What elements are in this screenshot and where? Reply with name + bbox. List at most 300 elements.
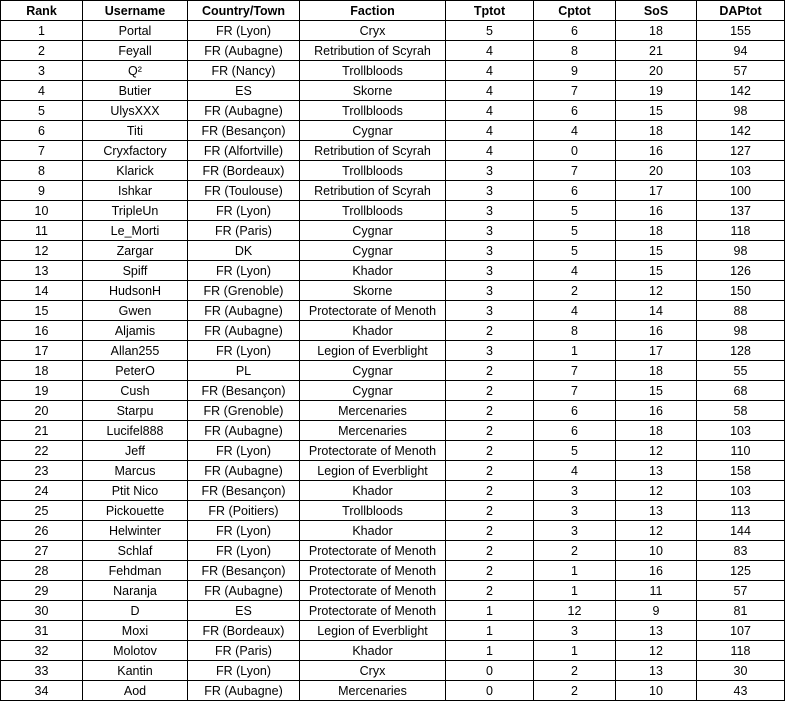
cell-country-town: FR (Grenoble) — [188, 401, 300, 421]
cell-faction: Trollbloods — [300, 201, 446, 221]
cell-username: Marcus — [83, 461, 188, 481]
cell-faction: Cygnar — [300, 241, 446, 261]
column-header-cptot: Cptot — [534, 1, 616, 21]
cell-country-town: FR (Toulouse) — [188, 181, 300, 201]
cell-country-town: FR (Paris) — [188, 641, 300, 661]
table-row — [1, 441, 785, 461]
cell-faction: Khador — [300, 261, 446, 281]
cell-daptot: 58 — [697, 401, 785, 421]
table-row — [1, 481, 785, 501]
cell-daptot: 125 — [697, 561, 785, 581]
cell-daptot: 98 — [697, 241, 785, 261]
cell-cptot: 7 — [534, 381, 616, 401]
cell-daptot: 83 — [697, 541, 785, 561]
cell-daptot: 144 — [697, 521, 785, 541]
table-row — [1, 301, 785, 321]
table-row — [1, 401, 785, 421]
cell-sos: 18 — [616, 21, 697, 41]
column-header-daptot: DAPtot — [697, 1, 785, 21]
cell-daptot: 98 — [697, 321, 785, 341]
cell-cptot: 6 — [534, 421, 616, 441]
column-header-username: Username — [83, 1, 188, 21]
table-row — [1, 21, 785, 41]
cell-faction: Khador — [300, 641, 446, 661]
cell-country-town: FR (Bordeaux) — [188, 161, 300, 181]
cell-cptot: 5 — [534, 441, 616, 461]
cell-faction: Retribution of Scyrah — [300, 141, 446, 161]
cell-sos: 19 — [616, 81, 697, 101]
cell-cptot: 0 — [534, 141, 616, 161]
cell-rank: 8 — [1, 161, 83, 181]
cell-daptot: 155 — [697, 21, 785, 41]
cell-cptot: 1 — [534, 341, 616, 361]
cell-country-town: FR (Lyon) — [188, 441, 300, 461]
table-row — [1, 501, 785, 521]
cell-tptot: 3 — [446, 341, 534, 361]
cell-sos: 12 — [616, 441, 697, 461]
cell-tptot: 2 — [446, 541, 534, 561]
cell-username: Starpu — [83, 401, 188, 421]
cell-country-town: FR (Aubagne) — [188, 421, 300, 441]
cell-daptot: 94 — [697, 41, 785, 61]
cell-sos: 14 — [616, 301, 697, 321]
cell-sos: 20 — [616, 61, 697, 81]
cell-sos: 13 — [616, 621, 697, 641]
cell-tptot: 2 — [446, 581, 534, 601]
cell-cptot: 4 — [534, 121, 616, 141]
cell-tptot: 3 — [446, 201, 534, 221]
cell-tptot: 4 — [446, 121, 534, 141]
cell-country-town: FR (Paris) — [188, 221, 300, 241]
table-row — [1, 261, 785, 281]
cell-sos: 16 — [616, 401, 697, 421]
cell-daptot: 43 — [697, 681, 785, 701]
cell-country-town: ES — [188, 81, 300, 101]
cell-sos: 12 — [616, 641, 697, 661]
cell-rank: 20 — [1, 401, 83, 421]
cell-rank: 28 — [1, 561, 83, 581]
cell-username: Cryxfactory — [83, 141, 188, 161]
cell-username: Aljamis — [83, 321, 188, 341]
cell-tptot: 3 — [446, 301, 534, 321]
cell-username: Spiff — [83, 261, 188, 281]
cell-sos: 21 — [616, 41, 697, 61]
table-row — [1, 81, 785, 101]
header-row — [1, 1, 785, 21]
cell-cptot: 2 — [534, 281, 616, 301]
cell-tptot: 2 — [446, 421, 534, 441]
cell-sos: 15 — [616, 101, 697, 121]
cell-rank: 24 — [1, 481, 83, 501]
cell-tptot: 2 — [446, 461, 534, 481]
cell-country-town: FR (Lyon) — [188, 341, 300, 361]
cell-rank: 21 — [1, 421, 83, 441]
cell-rank: 22 — [1, 441, 83, 461]
cell-country-town: FR (Lyon) — [188, 521, 300, 541]
cell-daptot: 142 — [697, 121, 785, 141]
cell-cptot: 3 — [534, 481, 616, 501]
table-row — [1, 241, 785, 261]
cell-faction: Khador — [300, 481, 446, 501]
cell-username: Kantin — [83, 661, 188, 681]
cell-daptot: 103 — [697, 161, 785, 181]
table-row — [1, 61, 785, 81]
cell-daptot: 107 — [697, 621, 785, 641]
cell-tptot: 2 — [446, 401, 534, 421]
cell-sos: 18 — [616, 361, 697, 381]
table-row — [1, 201, 785, 221]
cell-rank: 33 — [1, 661, 83, 681]
cell-daptot: 158 — [697, 461, 785, 481]
cell-tptot: 3 — [446, 181, 534, 201]
cell-country-town: FR (Aubagne) — [188, 681, 300, 701]
cell-username: Portal — [83, 21, 188, 41]
cell-tptot: 2 — [446, 361, 534, 381]
table-row — [1, 41, 785, 61]
cell-rank: 1 — [1, 21, 83, 41]
cell-cptot: 4 — [534, 301, 616, 321]
cell-faction: Skorne — [300, 81, 446, 101]
cell-rank: 18 — [1, 361, 83, 381]
cell-country-town: FR (Besançon) — [188, 381, 300, 401]
cell-username: Ptit Nico — [83, 481, 188, 501]
cell-sos: 16 — [616, 321, 697, 341]
cell-sos: 16 — [616, 201, 697, 221]
cell-rank: 30 — [1, 601, 83, 621]
cell-username: Jeff — [83, 441, 188, 461]
cell-faction: Mercenaries — [300, 421, 446, 441]
cell-sos: 11 — [616, 581, 697, 601]
cell-tptot: 4 — [446, 81, 534, 101]
cell-country-town: FR (Grenoble) — [188, 281, 300, 301]
cell-cptot: 1 — [534, 641, 616, 661]
cell-sos: 13 — [616, 661, 697, 681]
cell-tptot: 2 — [446, 521, 534, 541]
cell-username: TripleUn — [83, 201, 188, 221]
cell-tptot: 0 — [446, 681, 534, 701]
cell-rank: 27 — [1, 541, 83, 561]
cell-faction: Trollbloods — [300, 161, 446, 181]
cell-tptot: 3 — [446, 281, 534, 301]
table-row — [1, 581, 785, 601]
cell-cptot: 8 — [534, 41, 616, 61]
table-row — [1, 121, 785, 141]
table-row — [1, 361, 785, 381]
cell-country-town: FR (Alfortville) — [188, 141, 300, 161]
cell-rank: 9 — [1, 181, 83, 201]
cell-cptot: 6 — [534, 21, 616, 41]
cell-faction: Cygnar — [300, 361, 446, 381]
cell-country-town: FR (Lyon) — [188, 661, 300, 681]
cell-username: Q² — [83, 61, 188, 81]
column-header-tptot: Tptot — [446, 1, 534, 21]
cell-rank: 19 — [1, 381, 83, 401]
cell-cptot: 3 — [534, 521, 616, 541]
column-header-faction: Faction — [300, 1, 446, 21]
cell-username: HudsonH — [83, 281, 188, 301]
cell-faction: Trollbloods — [300, 101, 446, 121]
cell-faction: Cygnar — [300, 221, 446, 241]
cell-rank: 5 — [1, 101, 83, 121]
cell-tptot: 1 — [446, 641, 534, 661]
cell-faction: Protectorate of Menoth — [300, 541, 446, 561]
cell-country-town: FR (Aubagne) — [188, 461, 300, 481]
cell-cptot: 12 — [534, 601, 616, 621]
table-row — [1, 561, 785, 581]
table-row — [1, 221, 785, 241]
cell-country-town: FR (Poitiers) — [188, 501, 300, 521]
cell-country-town: FR (Besançon) — [188, 561, 300, 581]
cell-faction: Protectorate of Menoth — [300, 441, 446, 461]
cell-country-town: DK — [188, 241, 300, 261]
table-row — [1, 641, 785, 661]
cell-daptot: 55 — [697, 361, 785, 381]
cell-cptot: 6 — [534, 101, 616, 121]
cell-faction: Cryx — [300, 661, 446, 681]
table-row — [1, 281, 785, 301]
cell-rank: 17 — [1, 341, 83, 361]
cell-country-town: ES — [188, 601, 300, 621]
cell-country-town: FR (Lyon) — [188, 21, 300, 41]
cell-daptot: 88 — [697, 301, 785, 321]
cell-daptot: 150 — [697, 281, 785, 301]
cell-faction: Protectorate of Menoth — [300, 581, 446, 601]
table-row — [1, 421, 785, 441]
cell-faction: Protectorate of Menoth — [300, 601, 446, 621]
cell-country-town: FR (Bordeaux) — [188, 621, 300, 641]
cell-cptot: 2 — [534, 681, 616, 701]
cell-sos: 15 — [616, 261, 697, 281]
cell-daptot: 68 — [697, 381, 785, 401]
cell-country-town: FR (Lyon) — [188, 541, 300, 561]
cell-rank: 16 — [1, 321, 83, 341]
cell-country-town: FR (Aubagne) — [188, 41, 300, 61]
cell-tptot: 3 — [446, 261, 534, 281]
cell-cptot: 5 — [534, 201, 616, 221]
cell-username: Schlaf — [83, 541, 188, 561]
cell-daptot: 98 — [697, 101, 785, 121]
cell-faction: Legion of Everblight — [300, 461, 446, 481]
column-header-sos: SoS — [616, 1, 697, 21]
cell-faction: Cygnar — [300, 381, 446, 401]
cell-sos: 16 — [616, 561, 697, 581]
cell-country-town: PL — [188, 361, 300, 381]
table-row — [1, 541, 785, 561]
cell-tptot: 4 — [446, 141, 534, 161]
cell-username: Klarick — [83, 161, 188, 181]
cell-username: Titi — [83, 121, 188, 141]
cell-rank: 26 — [1, 521, 83, 541]
cell-cptot: 3 — [534, 501, 616, 521]
cell-username: Fehdman — [83, 561, 188, 581]
cell-username: Naranja — [83, 581, 188, 601]
cell-rank: 13 — [1, 261, 83, 281]
table-row — [1, 521, 785, 541]
cell-sos: 13 — [616, 501, 697, 521]
cell-faction: Legion of Everblight — [300, 341, 446, 361]
cell-sos: 10 — [616, 681, 697, 701]
cell-country-town: FR (Nancy) — [188, 61, 300, 81]
cell-faction: Mercenaries — [300, 681, 446, 701]
cell-sos: 15 — [616, 241, 697, 261]
cell-sos: 12 — [616, 481, 697, 501]
cell-username: Moxi — [83, 621, 188, 641]
cell-cptot: 5 — [534, 241, 616, 261]
cell-sos: 20 — [616, 161, 697, 181]
cell-cptot: 7 — [534, 161, 616, 181]
cell-faction: Legion of Everblight — [300, 621, 446, 641]
cell-username: Le_Morti — [83, 221, 188, 241]
cell-country-town: FR (Aubagne) — [188, 581, 300, 601]
cell-sos: 16 — [616, 141, 697, 161]
cell-username: Gwen — [83, 301, 188, 321]
cell-tptot: 3 — [446, 241, 534, 261]
cell-rank: 31 — [1, 621, 83, 641]
cell-username: Butier — [83, 81, 188, 101]
table-row — [1, 681, 785, 701]
cell-tptot: 4 — [446, 61, 534, 81]
cell-daptot: 142 — [697, 81, 785, 101]
cell-daptot: 118 — [697, 641, 785, 661]
cell-daptot: 128 — [697, 341, 785, 361]
cell-faction: Cryx — [300, 21, 446, 41]
cell-tptot: 0 — [446, 661, 534, 681]
cell-username: Lucifel888 — [83, 421, 188, 441]
cell-daptot: 57 — [697, 61, 785, 81]
column-header-country-town: Country/Town — [188, 1, 300, 21]
cell-cptot: 7 — [534, 81, 616, 101]
cell-cptot: 7 — [534, 361, 616, 381]
cell-rank: 11 — [1, 221, 83, 241]
cell-daptot: 57 — [697, 581, 785, 601]
cell-sos: 18 — [616, 421, 697, 441]
cell-daptot: 110 — [697, 441, 785, 461]
cell-tptot: 4 — [446, 101, 534, 121]
cell-username: Molotov — [83, 641, 188, 661]
cell-daptot: 103 — [697, 421, 785, 441]
cell-daptot: 137 — [697, 201, 785, 221]
cell-username: Helwinter — [83, 521, 188, 541]
cell-faction: Cygnar — [300, 121, 446, 141]
cell-country-town: FR (Aubagne) — [188, 301, 300, 321]
cell-country-town: FR (Aubagne) — [188, 321, 300, 341]
table-row — [1, 101, 785, 121]
cell-username: D — [83, 601, 188, 621]
cell-rank: 2 — [1, 41, 83, 61]
cell-tptot: 2 — [446, 321, 534, 341]
cell-tptot: 1 — [446, 601, 534, 621]
cell-cptot: 6 — [534, 401, 616, 421]
cell-rank: 15 — [1, 301, 83, 321]
cell-rank: 34 — [1, 681, 83, 701]
cell-country-town: FR (Lyon) — [188, 201, 300, 221]
cell-rank: 32 — [1, 641, 83, 661]
cell-cptot: 3 — [534, 621, 616, 641]
table-row — [1, 621, 785, 641]
cell-daptot: 113 — [697, 501, 785, 521]
table-row — [1, 601, 785, 621]
cell-country-town: FR (Lyon) — [188, 261, 300, 281]
cell-tptot: 4 — [446, 41, 534, 61]
cell-sos: 18 — [616, 221, 697, 241]
cell-faction: Retribution of Scyrah — [300, 181, 446, 201]
cell-username: PeterO — [83, 361, 188, 381]
cell-cptot: 2 — [534, 541, 616, 561]
cell-username: Feyall — [83, 41, 188, 61]
cell-faction: Trollbloods — [300, 61, 446, 81]
cell-rank: 12 — [1, 241, 83, 261]
cell-tptot: 2 — [446, 501, 534, 521]
cell-faction: Protectorate of Menoth — [300, 301, 446, 321]
table-row — [1, 461, 785, 481]
cell-cptot: 9 — [534, 61, 616, 81]
cell-cptot: 5 — [534, 221, 616, 241]
cell-rank: 4 — [1, 81, 83, 101]
cell-faction: Khador — [300, 321, 446, 341]
cell-rank: 7 — [1, 141, 83, 161]
cell-faction: Skorne — [300, 281, 446, 301]
cell-cptot: 4 — [534, 261, 616, 281]
cell-tptot: 3 — [446, 221, 534, 241]
cell-daptot: 126 — [697, 261, 785, 281]
cell-rank: 23 — [1, 461, 83, 481]
cell-daptot: 118 — [697, 221, 785, 241]
cell-sos: 12 — [616, 521, 697, 541]
cell-country-town: FR (Aubagne) — [188, 101, 300, 121]
cell-rank: 6 — [1, 121, 83, 141]
cell-cptot: 2 — [534, 661, 616, 681]
cell-faction: Trollbloods — [300, 501, 446, 521]
cell-tptot: 2 — [446, 481, 534, 501]
cell-country-town: FR (Besançon) — [188, 481, 300, 501]
cell-faction: Retribution of Scyrah — [300, 41, 446, 61]
cell-sos: 17 — [616, 341, 697, 361]
cell-rank: 3 — [1, 61, 83, 81]
cell-daptot: 127 — [697, 141, 785, 161]
cell-cptot: 1 — [534, 581, 616, 601]
cell-cptot: 6 — [534, 181, 616, 201]
table-row — [1, 381, 785, 401]
cell-username: Zargar — [83, 241, 188, 261]
cell-username: Aod — [83, 681, 188, 701]
cell-rank: 10 — [1, 201, 83, 221]
cell-rank: 25 — [1, 501, 83, 521]
column-header-rank: Rank — [1, 1, 83, 21]
cell-daptot: 103 — [697, 481, 785, 501]
cell-daptot: 100 — [697, 181, 785, 201]
cell-username: UlysXXX — [83, 101, 188, 121]
cell-tptot: 2 — [446, 561, 534, 581]
cell-rank: 29 — [1, 581, 83, 601]
cell-sos: 10 — [616, 541, 697, 561]
cell-daptot: 30 — [697, 661, 785, 681]
cell-sos: 13 — [616, 461, 697, 481]
table-row — [1, 141, 785, 161]
cell-country-town: FR (Besançon) — [188, 121, 300, 141]
cell-sos: 15 — [616, 381, 697, 401]
cell-username: Ishkar — [83, 181, 188, 201]
cell-tptot: 2 — [446, 441, 534, 461]
table-row — [1, 321, 785, 341]
cell-faction: Khador — [300, 521, 446, 541]
table-row — [1, 341, 785, 361]
cell-faction: Protectorate of Menoth — [300, 561, 446, 581]
cell-username: Pickouette — [83, 501, 188, 521]
table-row — [1, 181, 785, 201]
cell-tptot: 5 — [446, 21, 534, 41]
cell-sos: 18 — [616, 121, 697, 141]
cell-daptot: 81 — [697, 601, 785, 621]
